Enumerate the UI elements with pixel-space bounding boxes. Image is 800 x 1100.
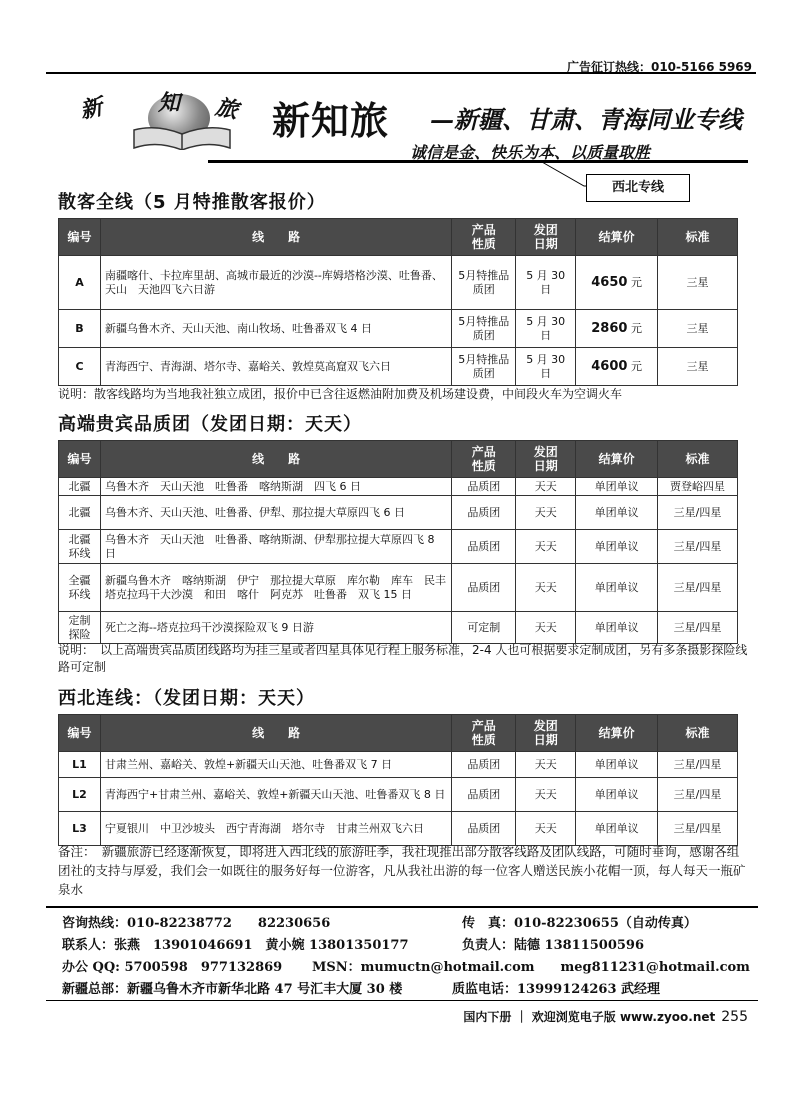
row-price	[576, 256, 658, 310]
table-row	[59, 496, 738, 530]
row-code: L3	[59, 812, 101, 846]
brand-subtitle: —新疆、甘肃、青海同业专线	[430, 105, 742, 134]
row-type: 5月特推品质团	[452, 348, 516, 386]
slogan: 诚信是金、快乐为本、以质量取胜	[410, 143, 651, 162]
row-standard: 三星	[658, 348, 738, 386]
row-type: 5月特推品质团	[452, 256, 516, 310]
table-row	[59, 530, 738, 564]
row-code: 北疆	[59, 496, 101, 530]
col-header: 发团 日期	[516, 219, 576, 256]
row-date: 天天	[516, 496, 576, 530]
contact-manager: 负责人：陆德 13811500596	[462, 938, 645, 953]
row-date: 天天	[516, 612, 576, 644]
row-standard: 三星/四星	[658, 530, 738, 564]
row-date: 5 月 30 日	[516, 310, 576, 348]
row-price: 单团单议	[576, 612, 658, 644]
row-price: 单团单议	[576, 496, 658, 530]
brand-title: 新知旅	[272, 98, 390, 143]
table-row	[59, 310, 738, 348]
contact-persons: 联系人：张燕 13901046691 黄小婉 13801350177	[62, 938, 409, 953]
logo-area	[58, 86, 748, 166]
table-header	[59, 219, 738, 256]
row-price: 单团单议	[576, 778, 658, 812]
col-header: 线 路	[100, 441, 451, 478]
col-header: 结算价	[576, 715, 658, 752]
section1-title: 散客全线（5 月特推散客报价）	[58, 192, 326, 213]
page-footer	[463, 1008, 748, 1025]
row-standard: 三星/四星	[658, 612, 738, 644]
row-price: 单团单议	[576, 752, 658, 778]
col-header: 发团 日期	[516, 441, 576, 478]
footer-rule	[46, 906, 758, 908]
row-code: C	[59, 348, 101, 386]
logo-char-2: 知	[158, 90, 181, 116]
section3-title: 西北连线：（发团日期：天天）	[58, 688, 315, 709]
section2-note: 说明： 以上高端贵宾品质团线路均为挂三星或者四星具体见行程上服务标准，2-4 人也可根据要求定制成团，另有多条摄影探险线路可定制	[58, 643, 748, 674]
row-price: 单团单议	[576, 564, 658, 612]
table-row	[59, 752, 738, 778]
row-standard: 贾登峪四星	[658, 478, 738, 496]
table-row	[59, 612, 738, 644]
row-standard: 三星	[658, 256, 738, 310]
row-route: 青海西宁+甘肃兰州、嘉峪关、敦煌+新疆天山天池、吐鲁番双飞 8 日	[100, 778, 451, 812]
price-unit: 元	[630, 321, 642, 335]
section1-table	[58, 218, 738, 386]
row-type: 品质团	[452, 478, 516, 496]
row-type: 品质团	[452, 812, 516, 846]
table-row	[59, 564, 738, 612]
col-header: 发团 日期	[516, 715, 576, 752]
row-date: 天天	[516, 812, 576, 846]
row-date: 天天	[516, 478, 576, 496]
contact-address: 新疆总部：新疆乌鲁木齐市新华北路 47 号汇丰大厦 30 楼	[62, 982, 403, 997]
col-header: 产品 性质	[452, 219, 516, 256]
row-type: 品质团	[452, 564, 516, 612]
price-unit: 元	[630, 359, 642, 373]
col-header: 编号	[59, 219, 101, 256]
row-type: 品质团	[452, 530, 516, 564]
col-header: 线 路	[100, 219, 451, 256]
col-header: 标准	[658, 219, 738, 256]
northwest-badge: 西北专线	[586, 174, 690, 202]
col-header: 编号	[59, 715, 101, 752]
row-price: 单团单议	[576, 530, 658, 564]
row-date: 天天	[516, 530, 576, 564]
row-code: 北疆	[59, 478, 101, 496]
table-row	[59, 256, 738, 310]
row-date: 5 月 30 日	[516, 256, 576, 310]
table-row	[59, 478, 738, 496]
ad-hotline: 广告征订热线：010-5166 5969	[566, 60, 752, 74]
row-standard: 三星	[658, 310, 738, 348]
col-header: 编号	[59, 441, 101, 478]
top-rule	[46, 72, 756, 74]
row-standard: 三星/四星	[658, 564, 738, 612]
col-header: 结算价	[576, 219, 658, 256]
row-date: 天天	[516, 564, 576, 612]
row-type: 品质团	[452, 752, 516, 778]
bottom-rule	[46, 1000, 758, 1001]
row-standard: 三星/四星	[658, 496, 738, 530]
row-code: L2	[59, 778, 101, 812]
col-header: 产品 性质	[452, 441, 516, 478]
row-code: B	[59, 310, 101, 348]
row-type: 可定制	[452, 612, 516, 644]
price-unit: 元	[630, 275, 642, 289]
contact-fax: 传 真：010-82230655（自动传真）	[462, 916, 697, 931]
row-route: 死亡之海--塔克拉玛干沙漠探险双飞 9 日游	[100, 612, 451, 644]
table-row	[59, 778, 738, 812]
row-standard: 三星/四星	[658, 812, 738, 846]
row-route: 乌鲁木齐 天山天池 吐鲁番 喀纳斯湖 四飞 6 日	[100, 478, 451, 496]
price-value: 4650	[591, 274, 628, 290]
row-price: 单团单议	[576, 812, 658, 846]
row-route: 青海西宁、青海湖、塔尔寺、嘉峪关、敦煌莫高窟双飞六日	[100, 348, 451, 386]
logo-rule	[208, 160, 748, 163]
price-value: 4600	[591, 358, 628, 374]
row-price	[576, 348, 658, 386]
row-type: 品质团	[452, 778, 516, 812]
page-number: 255	[721, 1009, 748, 1025]
row-route: 乌鲁木齐、天山天池、吐鲁番、伊犁、那拉提大草原四飞 6 日	[100, 496, 451, 530]
row-date: 天天	[516, 752, 576, 778]
contact-msn: MSN：mumuctn@hotmail.com meg811231@hotmail.com	[312, 960, 750, 975]
col-header: 线 路	[100, 715, 451, 752]
row-code: L1	[59, 752, 101, 778]
logo-char-1: 新	[77, 93, 105, 124]
contact-qq: 办公 QQ: 5700598 977132869	[62, 960, 283, 975]
section3-note: 备注： 新疆旅游已经逐渐恢复，即将进入西北线的旅游旺季，我社现推出部分散客线路及团队线路，可随时垂询，感谢各组团社的支持与厚爱，我们会一如既往的服务好每一位游客，凡从我社出游的每一位客人赠送民族小花帽一顶，每人每天一瓶矿泉水	[58, 844, 746, 897]
section1-note: 说明：散客线路均为当地我社独立成团，报价中已含往返燃油附加费及机场建设费，中间段火车为空调火车	[58, 387, 623, 401]
col-header: 标准	[658, 441, 738, 478]
row-code: 定制探险	[59, 612, 101, 644]
section3-table	[58, 714, 738, 846]
logo-char-3: 旅	[213, 93, 241, 124]
row-type: 品质团	[452, 496, 516, 530]
row-date: 天天	[516, 778, 576, 812]
book-icon	[132, 124, 232, 150]
row-code: 北疆环线	[59, 530, 101, 564]
table-row	[59, 812, 738, 846]
col-header: 结算价	[576, 441, 658, 478]
row-route: 新疆乌鲁木齐 喀纳斯湖 伊宁 那拉提大草原 库尔勒 库车 民丰 塔克拉玛干大沙漠 和田 喀什 阿克苏 吐鲁番 双飞 15 日	[100, 564, 451, 612]
row-type: 5月特推品质团	[452, 310, 516, 348]
section2-title: 高端贵宾品质团（发团日期：天天）	[58, 414, 362, 435]
row-code: A	[59, 256, 101, 310]
row-date: 5 月 30 日	[516, 348, 576, 386]
col-header: 标准	[658, 715, 738, 752]
row-route: 新疆乌鲁木齐、天山天池、南山牧场、吐鲁番双飞 4 日	[100, 310, 451, 348]
row-route: 宁夏银川 中卫沙坡头 西宁青海湖 塔尔寺 甘肃兰州双飞六日	[100, 812, 451, 846]
row-code: 全疆环线	[59, 564, 101, 612]
table-header	[59, 441, 738, 478]
price-value: 2860	[591, 320, 628, 336]
row-price: 单团单议	[576, 478, 658, 496]
contact-hotline: 咨询热线：010-82238772 82230656	[62, 916, 331, 931]
table-row	[59, 348, 738, 386]
section2-table	[58, 440, 738, 644]
footer-text: 国内下册 ｜ 欢迎浏览电子版 www.zyoo.net	[463, 1010, 716, 1024]
row-route: 乌鲁木齐 天山天池 吐鲁番、喀纳斯湖、伊犁那拉提大草原四飞 8 日	[100, 530, 451, 564]
row-route: 南疆喀什、卡拉库里胡、高城市最近的沙漠--库姆塔格沙漠、吐鲁番、天山 天池四飞六日游	[100, 256, 451, 310]
row-standard: 三星/四星	[658, 752, 738, 778]
table-header	[59, 715, 738, 752]
contact-quality: 质监电话：13999124263 武经理	[452, 982, 661, 997]
row-price	[576, 310, 658, 348]
row-standard: 三星/四星	[658, 778, 738, 812]
row-route: 甘肃兰州、嘉峪关、敦煌+新疆天山天池、吐鲁番双飞 7 日	[100, 752, 451, 778]
col-header: 产品 性质	[452, 715, 516, 752]
